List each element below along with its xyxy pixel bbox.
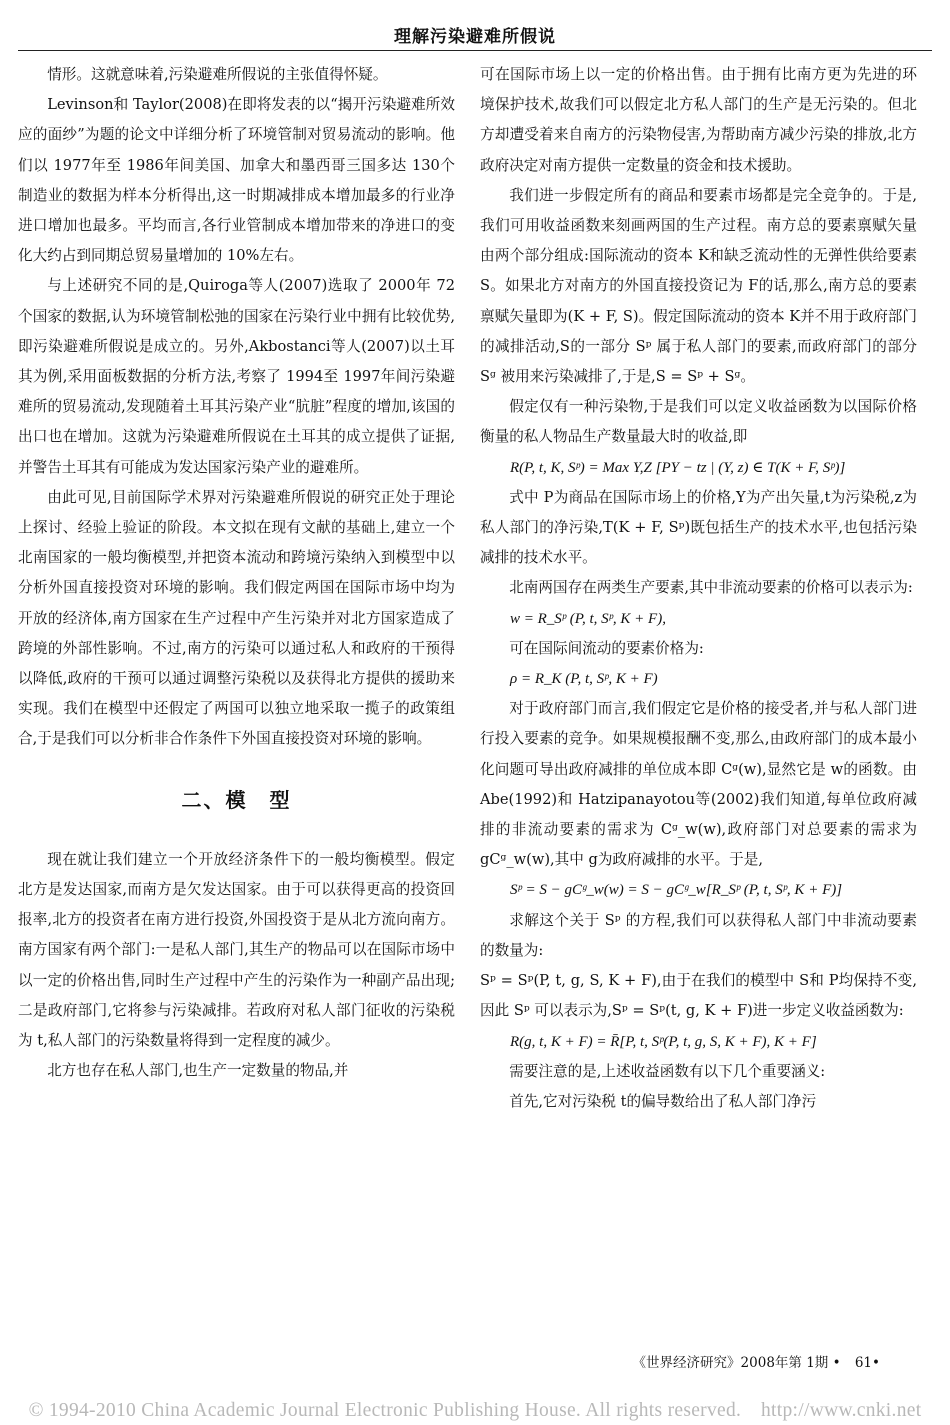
equation: ρ = R_K (P, t, Sᵖ, K + F) xyxy=(510,671,658,688)
section-heading: 二、模 型 xyxy=(181,787,292,812)
paragraph: 北方也存在私人部门,也生产一定数量的物品,并 xyxy=(47,1062,349,1080)
paragraph: 假定仅有一种污染物,于是我们可以定义收益函数为以国际价格衡量的私人物品生产数量最大时的收益,即 xyxy=(480,398,917,446)
paragraph: Levinson和 Taylor(2008)在即将发表的以“揭开污染避难所效应的面纱”为题的论文中详细分析了环境管制对贸易流动的影响。他们以 1977年至 1986年间美国、加拿大和墨西哥三国多达 130个制造业的数据为样本分析得出,这一时期减排成本增加最多的行业净进口增加也最多。平均而言,各行业管制成本增加带来的净进口的变化大约占到同期总贸易量增加的 10%左右。 xyxy=(18,96,455,265)
paragraph: 可在国际间流动的要素价格为: xyxy=(509,639,704,657)
paragraph: 式中 P为商品在国际市场上的价格,Y为产出矢量,t为污染税,z为私人部门的净污染,T(K + F, Sᵖ)既包括生产的技术水平,也包括污染减排的技术水平。 xyxy=(480,488,917,567)
paragraph-continued: 可在国际市场上以一定的价格出售。由于拥有比南方更为先进的环境保护技术,故我们可以假定北方私人部门的生产是无污染的。但北方却遭受着来自南方的污染物侵害,为帮助南方减少污染的排放,北方政府决定对南方提供一定数量的资金和技术援助。 xyxy=(480,66,917,174)
paragraph: 需要注意的是,上述收益函数有以下几个重要涵义: xyxy=(509,1062,826,1080)
paragraph: 求解这个关于 Sᵖ 的方程,我们可以获得私人部门中非流动要素的数量为: xyxy=(480,911,917,959)
paragraph: 北南两国存在两类生产要素,其中非流动要素的价格可以表示为: xyxy=(509,579,913,597)
running-title: 理解污染避难所假说 xyxy=(394,27,556,47)
paragraph: 现在就让我们建立一个开放经济条件下的一般均衡模型。假定北方是发达国家,而南方是欠发达国家。由于可以获得更高的投资回报率,北方的投资者在南方进行投资,外国投资于是从北方流向南方。南方国家有两个部门:一是私人部门,其生产的物品可以在国际市场中以一定的价格出售,同时生产过程中产生的污染作为一种副产品出现;二是政府部门,它将参与污染减排。若政府对私人部门征收的污染税为 t,私人部门的污染数量将得到一定程度的减少。 xyxy=(18,850,455,1050)
header-rule xyxy=(18,50,932,51)
paragraph: 首先,它对污染税 t的偏导数给出了私人部门净污 xyxy=(509,1092,817,1110)
copyright-watermark: © 1994-2010 China Academic Journal Electronic Publishing House. All rights reserved. http://www.cnki.net xyxy=(28,1400,922,1421)
page-number: 61• xyxy=(854,1355,880,1371)
paragraph: 与上述研究不同的是,Quiroga等人(2007)选取了 2000年 72个国家的数据,认为环境管制松弛的国家在污染行业中拥有比较优势,即污染避难所假说是成立的。另外,Akbostanci等人(2007)以土耳其为例,采用面板数据的分析方法,考察了 1994至 1997年间污染避难所的贸易流动,发现随着土耳其污染产业“肮脏”程度的增加,该国的出口也在增加。这就为污染避难所假说在土耳其的成立提供了证据,并警告土耳其有可能成为发达国家污染产业的避难所。 xyxy=(18,277,455,476)
equation: w = R_Sᵖ (P, t, Sᵖ, K + F), xyxy=(510,610,666,627)
paragraph: 由此可见,目前国际学术界对污染避难所假说的研究正处于理论上探讨、经验上验证的阶段。本文拟在现有文献的基础上,建立一个北南国家的一般均衡模型,并把资本流动和跨境污染纳入到模型中以分析外国直接投资对环境的影响。我们假定两国在国际市场中均为开放的经济体,南方国家在生产过程中产生污染并对北方国家造成了跨境的外部性影响。不过,南方的污染可以通过私人和政府的干预得以降低,政府的干预可以通过调整污染税以及获得北方提供的援助来实现。我们在模型中还假定了两国可以独立地采取一揽子的政策组合,于是我们可以分析非合作条件下外国直接投资对环境的影响。 xyxy=(18,488,455,748)
equation: Sᵖ = S − gCᵍ_w(w) = S − gCᵍ_w[R_Sᵖ (P, t, Sᵖ, K + F)] xyxy=(510,882,843,899)
paragraph: 对于政府部门而言,我们假定它是价格的接受者,并与私人部门进行投入要素的竞争。如果规模报酬不变,那么,由政府部门的成本最小化问题可导出政府减排的单位成本即 Cᵍ(w),显然它是 w的函数。由 Abe(1992)和 Hatzipanayotou等(2002)我们知道,每单位政府减排的非流动要素的需求为 Cᵍ_w(w),政府部门对总要素的需求为 gCᵍ_w(w),其中 g为政府减排的水平。于是, xyxy=(480,700,917,869)
page-footer xyxy=(633,1351,880,1371)
right-column xyxy=(480,60,917,1117)
equation: R(g, t, K + F) = R̄[P, t, Sᵖ(P, t, g, S, K + F), K + F] xyxy=(510,1033,817,1050)
page-header xyxy=(0,0,950,58)
paragraph: 我们进一步假定所有的商品和要素市场都是完全竞争的。于是,我们可用收益函数来刻画两国的生产过程。南方总的要素禀赋矢量由两个部分组成:国际流动的资本 K和缺乏流动性的无弹性供给要素 S。如果北方对南方的外国直接投资记为 F的话,那么,南方总的要素禀赋矢量即为(K + F, S)。假定国际流动的资本 K并不用于政府部门的减排活动,S的一部分 Sᵖ 属于私人部门的要素,而政府部门的部分 Sᵍ 被用来污染减排了,于是,S = Sᵖ + Sᵍ。 xyxy=(480,186,917,386)
left-column xyxy=(18,60,455,1087)
footer-journal-citation: 《世界经济研究》2008年第 1期 • xyxy=(632,1355,841,1371)
equation: R(P, t, K, Sᵖ) = Max Y,Z [PY − tz | (Y, z) ∈ T(K + F, Sᵖ)] xyxy=(510,459,846,476)
paragraph-continued: Sᵖ = Sᵖ(P, t, g, S, K + F),由于在我们的模型中 S和 P均保持不变,因此 Sᵖ 可以表示为,Sᵖ = Sᵖ(t, g, K + F)进一步定义收益函数为: xyxy=(480,972,917,1020)
paragraph: 情形。这就意味着,污染避难所假说的主张值得怀疑。 xyxy=(47,66,388,83)
